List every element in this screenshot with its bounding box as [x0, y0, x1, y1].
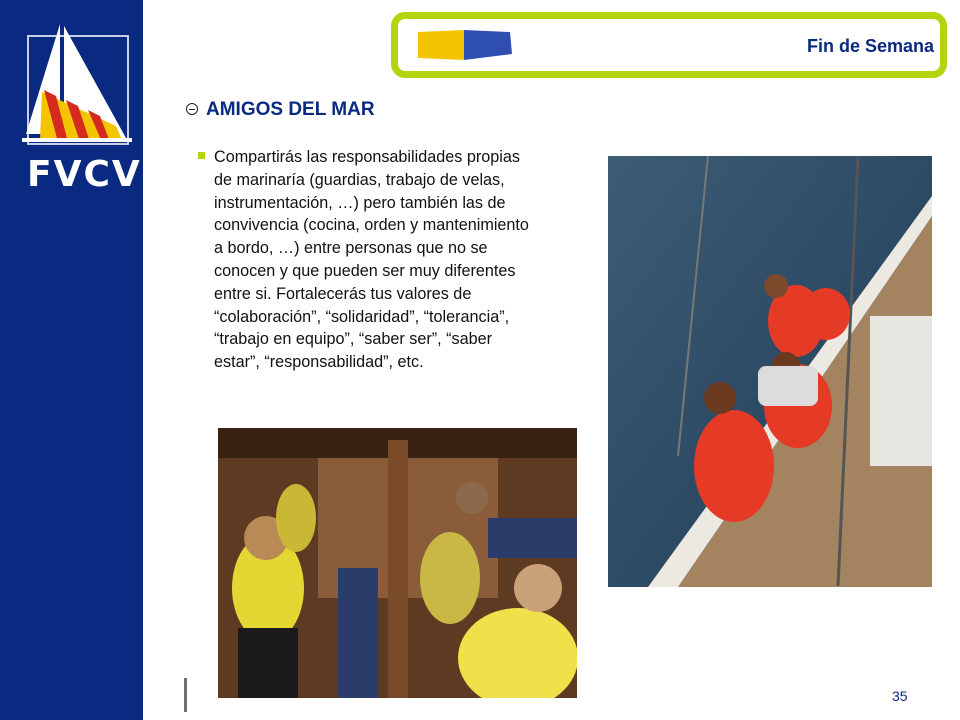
square-bullet-icon: [198, 152, 205, 159]
sidebar: [0, 0, 143, 720]
sailboat-deck-photo: [608, 156, 932, 587]
page-number: 35: [892, 688, 908, 704]
body-paragraph: Compartirás las responsabilidades propias de marinaría (guardias, trabajo de velas, instrumentación, …) pero también las de convivencia (cocina, orden y mantenimiento a bordo, …) entre personas que no se conocen y que pueden ser muy diferentes entre si. Fortalecerás tus valores de “colaboración”, “solidaridad”, “tolerancia”, “trabajo en equipo”, “saber ser”, “saber estar”, “responsabilidad”, etc.: [214, 148, 529, 372]
section-bullet-icon: [186, 103, 198, 115]
logo-text: FVCV: [27, 154, 142, 195]
flag-icon: [418, 30, 512, 60]
footer-divider: [184, 678, 187, 712]
cabin-interior-photo: [218, 428, 577, 698]
section-title: AMIGOS DEL MAR: [206, 99, 375, 120]
header-title: Fin de Semana: [806, 36, 934, 56]
